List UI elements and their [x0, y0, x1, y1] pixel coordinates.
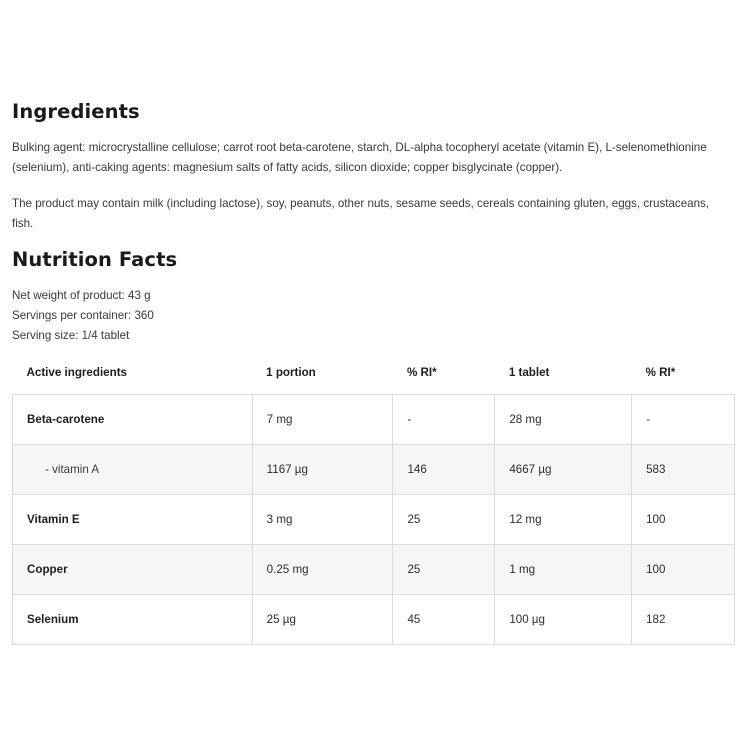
column-header-active-ingredients: Active ingredients	[26, 365, 128, 379]
table-row	[13, 445, 735, 495]
ingredients-text: Bulking agent: microcrystalline cellulose; carrot root beta-carotene, starch, DL-alpha tocopheryl acetate (vitamin E), L-selenomethionine (selenium), anti-caking agents: magnesium salts of fatty acids, silicon dioxide; copper bisglycinate (copper).	[12, 141, 707, 174]
table-row	[13, 545, 735, 595]
column-header-portion: 1 portion	[266, 365, 316, 379]
ri-tablet-value: 182	[632, 595, 735, 645]
serving-size: Serving size: 1/4 tablet	[12, 329, 130, 342]
ingredient-name: Beta-carotene	[13, 395, 253, 445]
portion-value: 25 µg	[252, 595, 393, 645]
servings-per-container: Servings per container: 360	[12, 309, 154, 322]
column-header-ri-portion: % RI*	[406, 365, 437, 379]
ri-portion-value: 25	[393, 545, 495, 595]
ingredient-name: Copper	[13, 545, 253, 595]
tablet-value: 28 mg	[495, 395, 632, 445]
allergens-text: The product may contain milk (including lactose), soy, peanuts, other nuts, sesame seeds, cereals containing gluten, eggs, crustaceans, fish.	[12, 197, 710, 230]
ingredient-name: - vitamin A	[13, 445, 253, 495]
ri-portion-value: 146	[393, 445, 495, 495]
ri-portion-value: 25	[393, 495, 495, 545]
nutrition-table	[12, 350, 735, 645]
tablet-value: 12 mg	[495, 495, 632, 545]
table-row	[13, 395, 735, 445]
table-row	[13, 595, 735, 645]
portion-value: 0.25 mg	[252, 545, 393, 595]
ri-portion-value: -	[393, 395, 495, 445]
ri-tablet-value: 100	[632, 545, 735, 595]
column-header-ri-tablet: % RI*	[645, 365, 676, 379]
nutrition-heading: Nutrition Facts	[12, 248, 178, 271]
table-row	[13, 495, 735, 545]
net-weight: Net weight of product: 43 g	[12, 289, 151, 302]
ingredients-heading: Ingredients	[12, 100, 140, 123]
tablet-value: 1 mg	[495, 545, 632, 595]
ingredient-name: Vitamin E	[13, 495, 253, 545]
portion-value: 7 mg	[252, 395, 393, 445]
ri-tablet-value: -	[632, 395, 735, 445]
tablet-value: 100 µg	[495, 595, 632, 645]
ri-tablet-value: 583	[632, 445, 735, 495]
column-header-tablet: 1 tablet	[508, 365, 550, 379]
nutrition-facts-summary	[12, 286, 154, 346]
tablet-value: 4667 µg	[495, 445, 632, 495]
ri-tablet-value: 100	[632, 495, 735, 545]
portion-value: 1167 µg	[252, 445, 393, 495]
portion-value: 3 mg	[252, 495, 393, 545]
table-header-row	[13, 350, 735, 395]
ingredient-name: Selenium	[13, 595, 253, 645]
ri-portion-value: 45	[393, 595, 495, 645]
